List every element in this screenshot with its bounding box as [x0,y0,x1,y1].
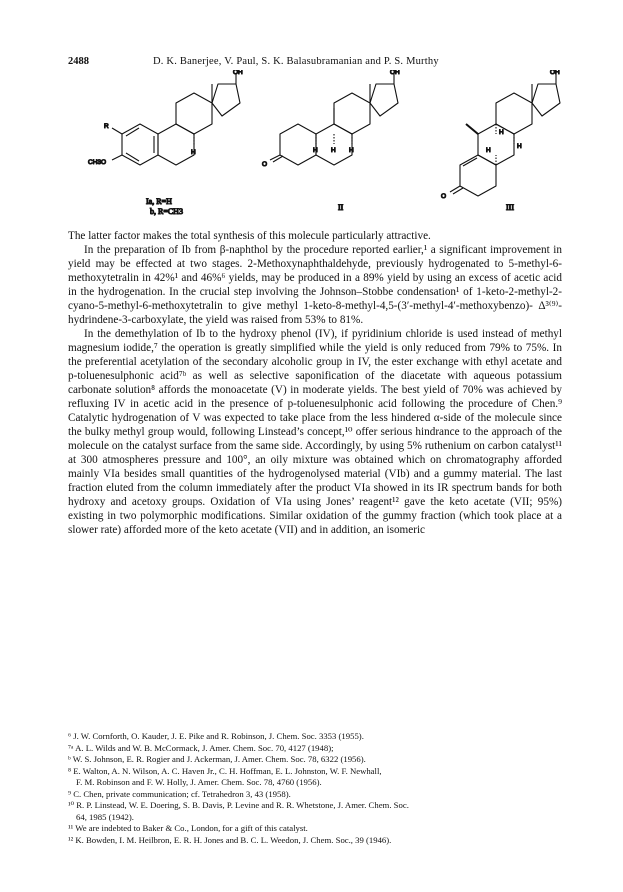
footnote-8: ⁸ E. Walton, A. N. Wilson, A. C. Haven Jr., C. H. Hoffman, E. L. Johnston, W. F. Newhall, [68,765,382,776]
atom-h-3a: H [499,129,504,136]
caption-Ia: Ia, R=H [146,197,172,206]
body-text [68,229,562,537]
atom-h-3b: H [517,143,522,150]
atom-o-3: O [441,193,447,200]
running-header [68,56,568,70]
atom-r: R [104,123,109,130]
footnote-8-cont: F. M. Robinson and F. W. Holly, J. Amer. Chem. Soc. 78, 4760 (1956). [76,777,322,787]
caption-II: II [338,203,344,212]
structure-I [112,74,240,165]
footnote-10-cont: 64, 1985 (1942). [76,811,134,822]
running-authors: D. K. Banerjee, V. Paul, S. K. Balasubramanian and P. S. Murthy [153,56,439,67]
footnote-7b: ᵇ W. S. Johnson, E. R. Rogier and J. Ackerman, J. Amer. Chem. Soc. 78, 6322 (1956). [68,754,366,764]
footnote-10: ¹⁰ R. P. Linstead, W. E. Doering, S. B. Davis, P. Levine and R. R. Whetstone, J. Amer. Chem. Soc. [68,800,409,810]
footnotes [68,731,562,846]
atom-o-2: O [262,161,268,168]
structure-III [450,74,560,196]
atom-oh-3: OH [550,70,560,76]
atom-ch3o: CH3O [88,159,107,166]
caption-III: III [506,203,514,212]
structures-svg [60,70,580,220]
atom-h-2b: H [331,147,336,154]
paragraph-1: The latter factor makes the total synthesis of this molecule particularly attractive. [68,230,431,242]
paragraph-2: In the preparation of Ib from β-naphthol by the procedure reported earlier,¹ a significant improvement in yield may be effected at two stages. 2-Methoxynaphthaldehyde, previously hydrogenated to 5-methyl-6-methoxytetralin in 42%¹ and 46%⁶ yields, may be produced in a 89% yield by using an excess of acetic acid in the hydrogenation. In the crucial step involving the Johnson–Stobbe condensation¹ of 1-keto-2-methyl-2-cyano-5-methyl-6-methoxytetralin to give methyl 1-keto-8-methyl-4,5-(3′-methyl-4′-methoxybenzo)- Δ³⁽⁹⁾-hydrindene-3-carboxylate, the yield was raised from 53% to 81%. [68,244,562,326]
atom-oh-2: OH [390,70,400,76]
page-number: 2488 [68,56,89,67]
footnote-9: ⁹ C. Chen, private communication; cf. Tetrahedron 3, 43 (1958). [68,788,291,799]
atom-h-3c: H [486,147,491,154]
paragraph-3: In the demethylation of Ib to the hydroxy phenol (IV), if pyridinium chloride is used instead of methyl magnesium iodide,⁷ the operation is greatly simplified while the yield is only reduced from 79% to 75%. In the preferential acetylation of the secondary alcoholic group in IV, the ester exchange with ethyl acetate and p-toluenesulphonic acid⁷ᵇ as well as selective saponification of the diacetate with aqueous potassium carbonate solution⁸ affords the monoacetate (V) in moderate yields. The best yield of 70% was achieved by refluxing IV in acetic acid in the presence of p-toluenesulphonic acid following the procedure of Chen.⁹ Catalytic hydrogenation of V was expected to take place from the less hindered α-side of the molecule since the bulky methyl group would, following Linstead’s concept,¹⁰ offer serious hindrance to the approach of the molecule on the catalyst surface from the same side. Accordingly, by using 5% ruthenium on carbon catalyst¹¹ at 300 atmospheres pressure and 100°, an oily mixture was obtained which on chromatography afforded mainly VIa besides small quantities of the hydrogenolysed material (VIb) and a gummy material. The last fraction eluted from the column immediately after the product VIa showed in its IR spectrum bands for both hydroxy and acetoxy groups. Oxidation of VIa using Jones’ reagent¹² gave the keto acetate (VII; 95%) existing in two polymorphic modifications. Similar oxidation of the gummy fraction (which took place at a slower rate) afforded more of the keto acetate (VII) and in addition, an isomeric [68,328,562,536]
footnote-12: ¹² K. Bowden, I. M. Heilbron, E. R. H. Jones and B. C. L. Weedon, J. Chem. Soc., 39 (1946). [68,834,392,845]
atom-h-2a: H [313,147,318,154]
atom-h-1: H [191,149,196,156]
atom-h-2c: H [349,147,354,154]
footnote-7a: ⁷ᵃ A. L. Wilds and W. B. McCormack, J. Amer. Chem. Soc. 70, 4127 (1948); [68,742,334,753]
footnote-11: ¹¹ We are indebted to Baker & Co., London, for a gift of this catalyst. [68,823,308,833]
atom-oh-1: OH [233,70,243,76]
caption-Ib: b, R=CH3 [150,207,183,216]
structure-figure [60,70,580,220]
footnote-6: ⁶ J. W. Cornforth, O. Kauder, J. E. Pike and R. Robinson, J. Chem. Soc. 3353 (1955). [68,731,364,741]
